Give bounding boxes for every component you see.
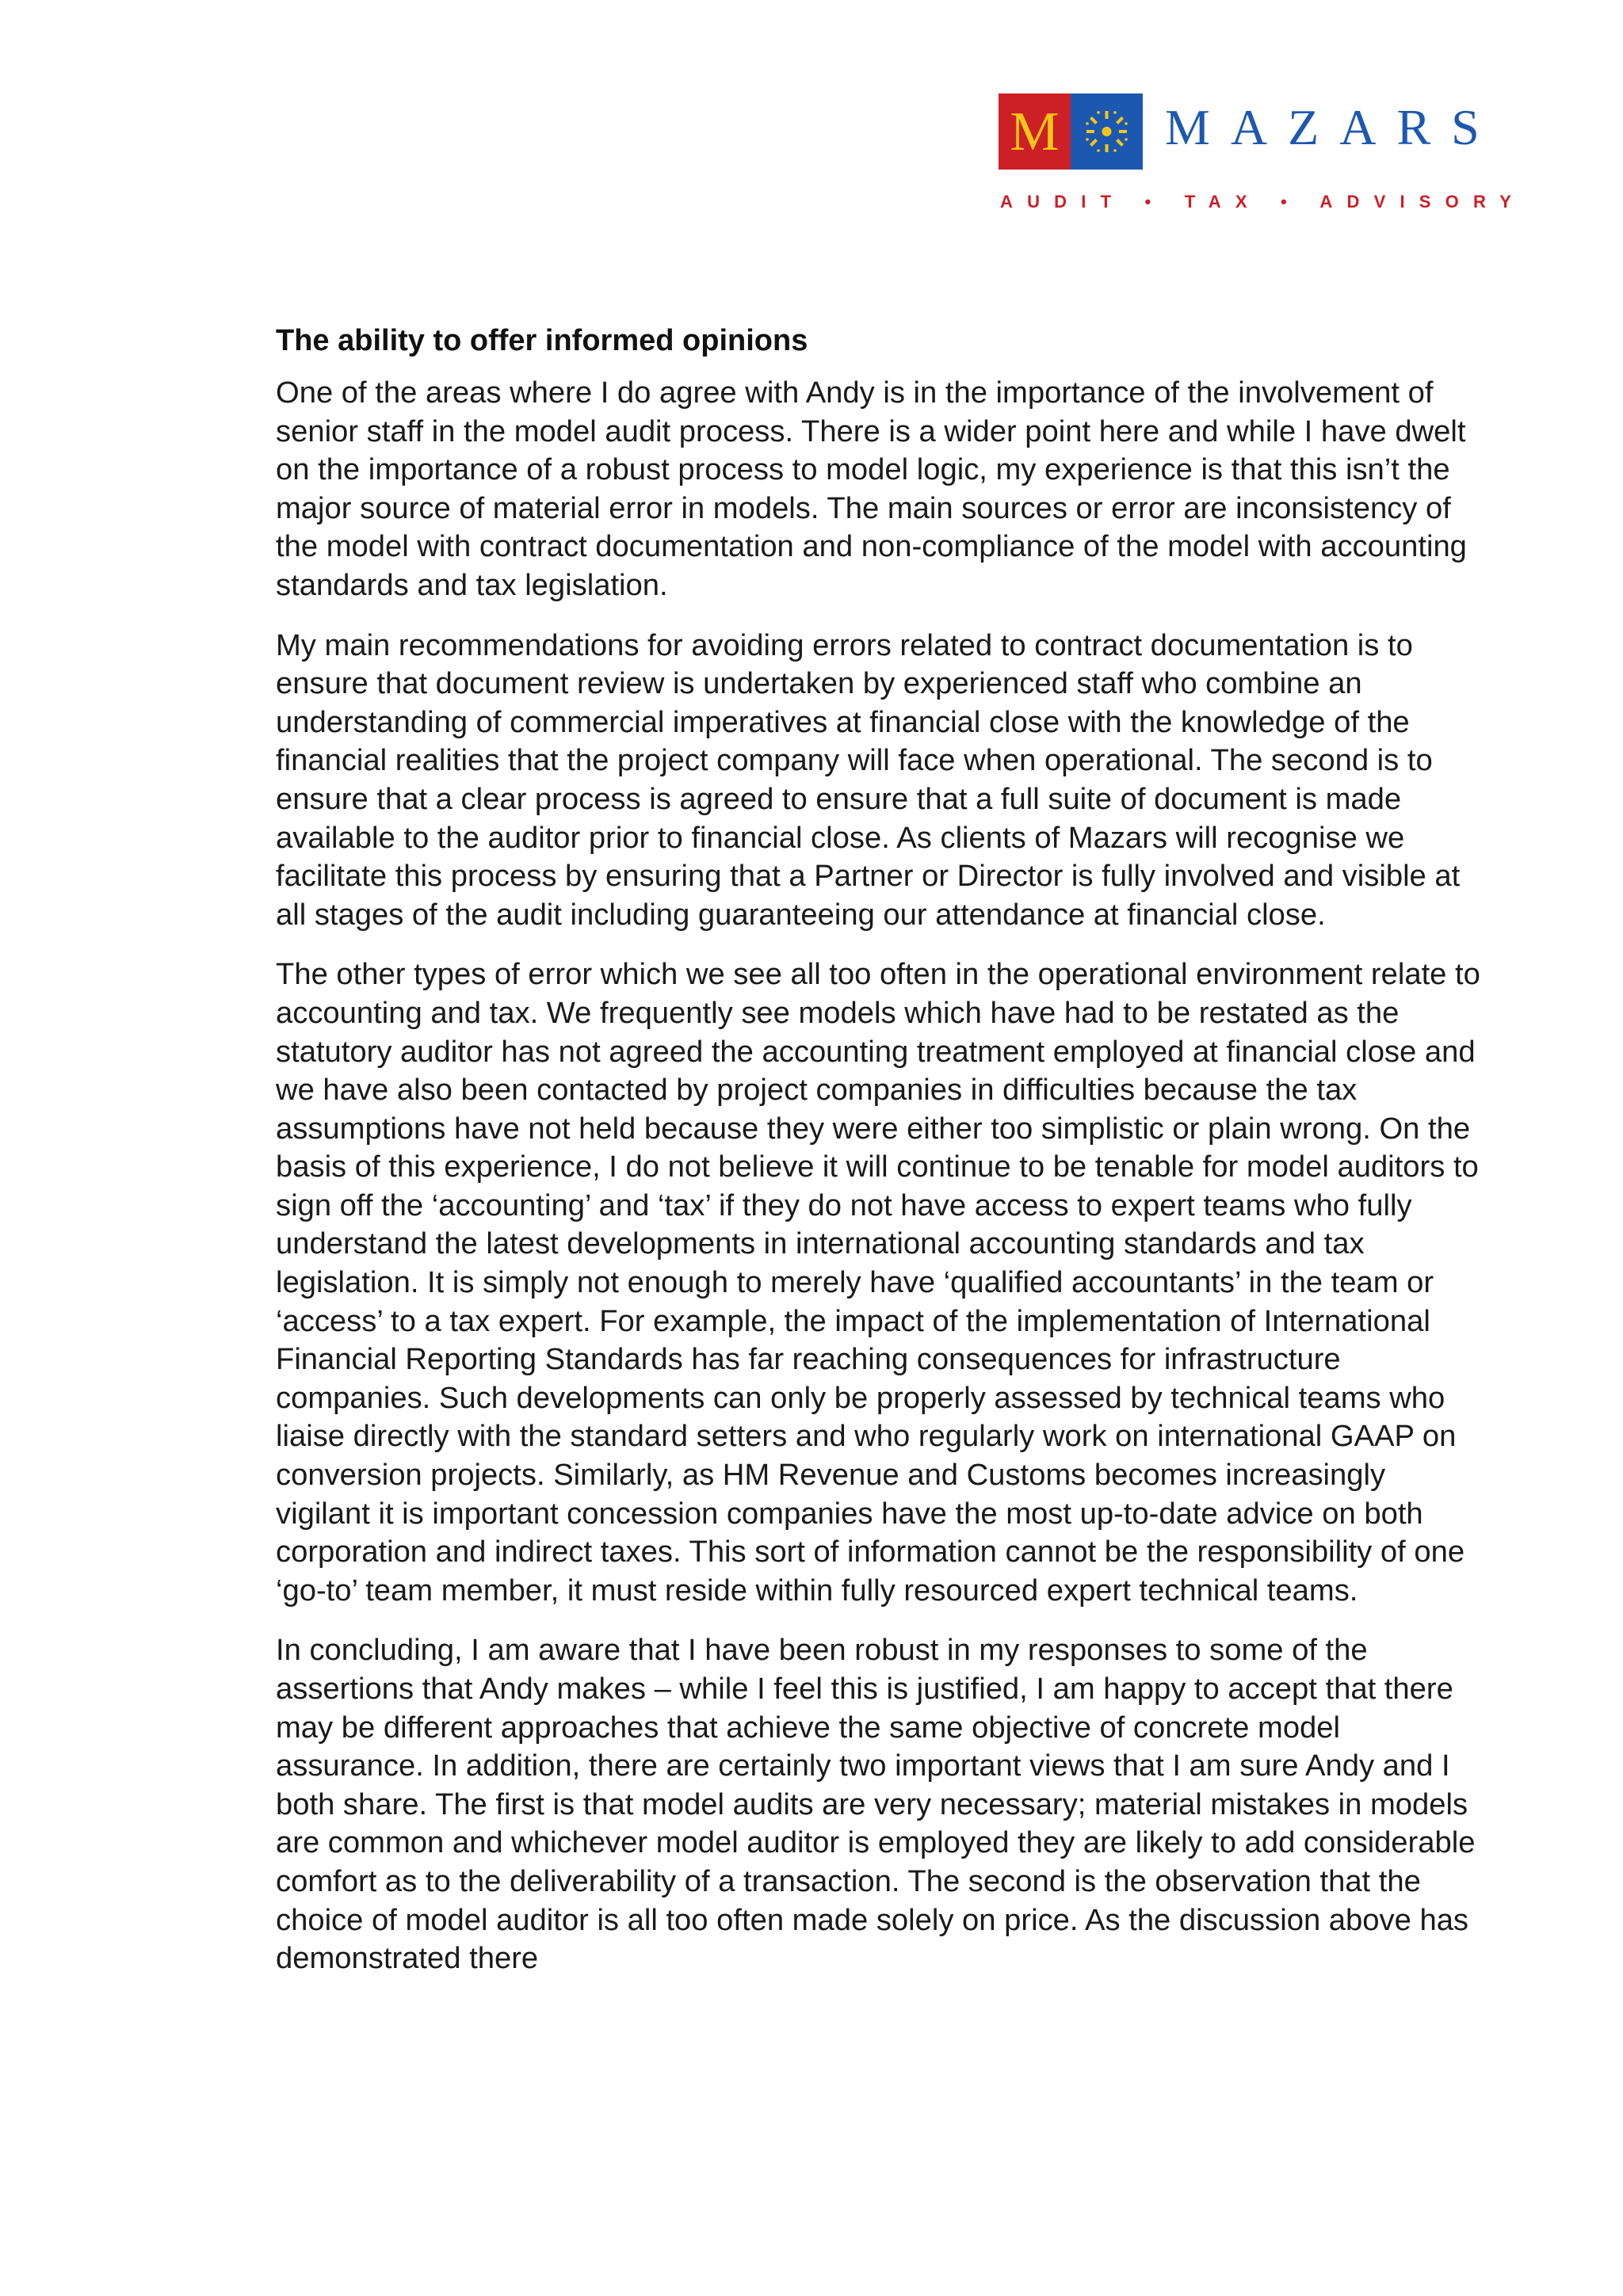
paragraph: The other types of error which we see all too often in the operational environment relate to accounting and tax. We frequently see models which have had to be restated as the statutory auditor has not agreed the accounting treatment employed at financial close and we have also been contacted by project companies in difficulties because the tax assumptions have not held because they were either too simplistic or plain wrong. On the basis of this experience, I do not believe it will continue to be tenable for model auditors to sign off the ‘accounting’ and ‘tax’ if they do not have access to expert teams who fully understand the latest developments in international accounting standards and tax legislation. It is simply not enough to merely have ‘qualified accountants’ in the team or ‘access’ to a tax expert. For example, the impact of the implementation of International Financial Reporting Standards has far reaching consequences for infrastructure companies. Such developments can only be properly assessed by technical teams who liaise directly with the standard setters and who regularly work on international GAAP on conversion projects. Similarly, as HM Revenue and Customs becomes increasingly vigilant it is important concession companies have the most up-to-date advice on both corporation and indirect taxes. This sort of information cannot be the responsibility of one ‘go-to’ team member, it must reside within fully resourced expert technical teams. xyxy=(276,957,1480,1608)
section-heading: The ability to offer informed opinions xyxy=(276,324,808,357)
paragraph: My main recommendations for avoiding errors related to contract documentation is to ensure that document review is undertaken by experienced staff who combine an understanding of commercial imperatives at financial close with the knowledge of the financial realities that the project company will face when operational. The second is to ensure that a clear process is agreed to ensure that a full suite of document is made available to the auditor prior to financial close. As clients of Mazars will recognise we facilitate this process by ensuring that a Partner or Director is fully involved and visible at all stages of the audit including guaranteeing our attendance at financial close. xyxy=(276,627,1461,932)
logo-letter: M xyxy=(1010,101,1060,162)
paragraph: One of the areas where I do agree with Andy is in the importance of the involvement of senior staff in the model audit process. There is a wider point here and while I have dwelt on the importance of a robust process to model logic, my experience is that this isn’t the major source of material error in models. The main sources or error are inconsistency of the model with contract documentation and non-compliance of the model with accounting standards and tax legislation. xyxy=(276,376,1467,602)
logo-m-box xyxy=(999,93,1071,170)
logo-tagline: AUDIT • TAX • ADVISORY xyxy=(1000,192,1526,212)
mazars-logo xyxy=(999,93,1526,220)
sun-icon-graphic xyxy=(1071,93,1143,170)
logo-wordmark: MAZARS xyxy=(1165,99,1500,155)
document-body xyxy=(276,320,1480,2000)
sun-icon xyxy=(1071,93,1143,170)
logo-mark xyxy=(999,93,1143,170)
paragraph: In concluding, I am aware that I have been robust in my responses to some of the assertions that Andy makes – while I feel this is justified, I am happy to accept that there may be different approaches that achieve the same objective of concrete model assurance. In addition, there are certainly two important views that I am sure Andy and I both share. The first is that model audits are very necessary; material mistakes in models are common and whichever model auditor is employed they are likely to add considerable comfort as to the deliverability of a transaction. The second is the observation that the choice of model auditor is all too often made solely on price. As the discussion above has demonstrated there xyxy=(276,1633,1476,1976)
